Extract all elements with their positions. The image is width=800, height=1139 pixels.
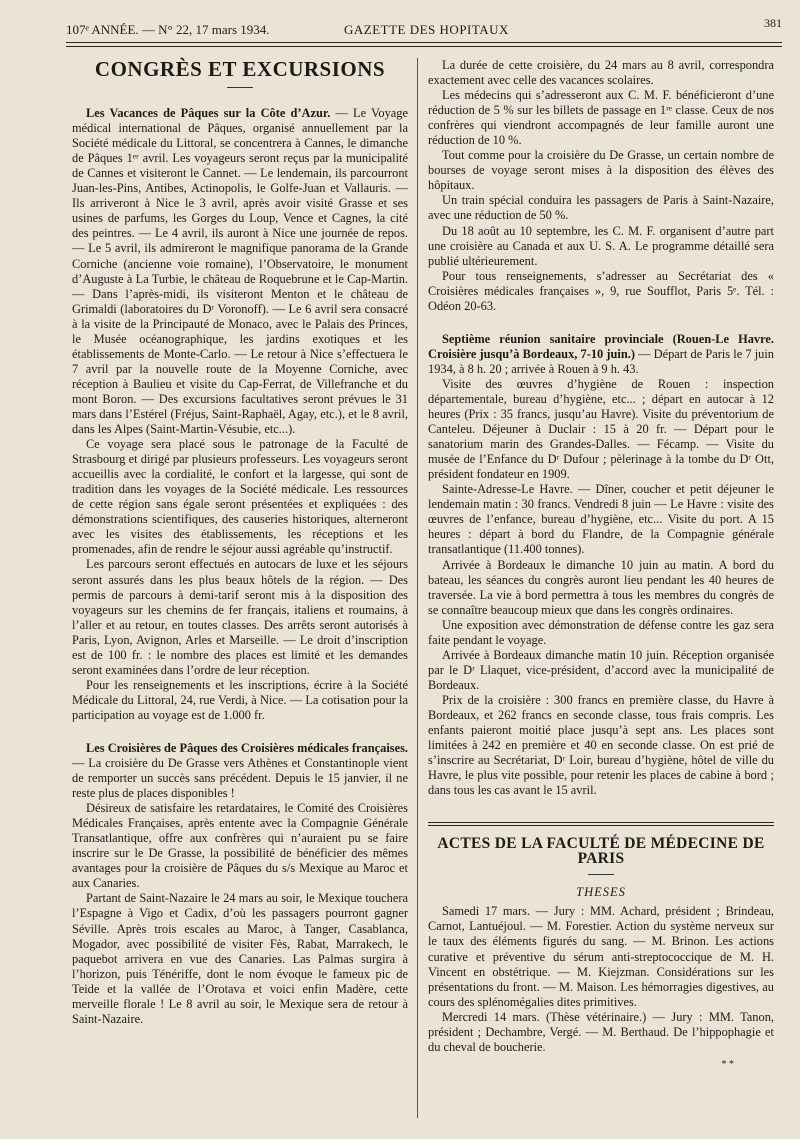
article-paragraph: Désireux de satisfaire les retardataires, le Comité des Croisières Médicales Françaises, après entente avec la Compagnie Générale Transatlantique, offre aux confrères qui n’auraient pu se faire inscrire sur le De Grasse, la possibilité de bénéficier des mêmes avantages pour la croisière de Pâques du s/s Mexique au Maroc et aux Canaries. xyxy=(72,801,408,891)
page-header xyxy=(66,16,782,42)
article-heading: Septième réunion sanitaire provinciale (Rouen-Le Havre. Croisière jusqu’à Bordeaux, 7-10 juin.) xyxy=(428,331,774,361)
article-paragraph: Partant de Saint-Nazaire le 24 mars au soir, le Mexique touchera l’Espagne à Vigo et Cadix, d’où les passagers pourront gagner Séville. Après trois escales au Maroc, à Tanger, Casablanca, Mogador, avec possibilité de visiter Fès, Rabat, Marrakech, le paquebot arrivera en vue des Canaries. Las Palmas surgira à l’horizon, puis Ténériffe, dont le nom évoque le fameux pic de Teide et la vallée de l’Orotava et voici enfin Madère, cette merveille florale ! Le 8 avril au soir, le Mexique sera de retour à Saint-Nazaire. xyxy=(72,891,408,1026)
article-paragraph: Pour tous renseignements, s’adresser au Secrétariat des « Croisières médicales françaises », 9, rue Soufflot, Paris 5ᵉ. Tél. : Odéon 20-63. xyxy=(428,268,774,313)
article-paragraph: Les Vacances de Pâques sur la Côte d’Azur. — Le Voyage médical international de Pâques, organisé annuellement par la Société médicale du Littoral, se concentrera à Cannes, le dimanche de Pâques 1ᵉʳ avril. Les voyageurs seront reçus par la municipalité de Cannes et visiteront le Cannet. — Le lendemain, ils parcourront Juan-les-Pins, Antibes, Actinopolis, le Golfe-Juan et Vallauris. — Ils arriveront à Nice le 3 avril, après avoir visité Grasse et ses usines de parfums, les Gorges du Loup, Vence et Cagnes, la cité des peintres. — Le 4 avril, ils auront à Nice une journée de repos. — Le 5 avril, ils admireront le magnifique panorama de la Grande Corniche (ancienne voie romaine), l’Observatoire, le monument d’Auguste à La Turbie, le château de Roquebrune et le Cap-Martin. — Dans l’après-midi, ils visiteront Menton et le château de Grimaldi (laboratoires du Dʳ Voronoff). — Le 6 avril sera consacré à la visite de la Principauté de Monaco, avec le Palais des Princes, le Musée océanographique, les jardins exotiques et les établissements de Monte-Carlo. — Le retour à Nice s’effectuera le 7 avril par la nouvelle route de la Moyenne Corniche, avec réception à Baulieu et visite du Cap-Ferrat, de Villefranche et du mont Boron. — Des excursions facultatives seront prévues le 31 mars dans l’Estérel (Fréjus, Saint-Raphaël, Agay, etc.), et le 8 avril, dans les Alpes (Saint-Martin-Vésubie, etc...). xyxy=(72,106,408,437)
article-paragraph: Les Croisières de Pâques des Croisières médicales françaises. — La croisière du De Grasse vers Athènes et Constantinople vient de remporter un succès sans précédent. Depuis le 15 janvier, il ne reste plus de places disponibles ! xyxy=(72,740,408,801)
article-paragraph: La durée de cette croisière, du 24 mars au 8 avril, correspondra exactement avec celle des vacances scolaires. xyxy=(428,58,774,88)
title-dash xyxy=(227,87,253,88)
theses-paragraph: Samedi 17 mars. — Jury : MM. Achard, président ; Brindeau, Carnot, Lantuéjoul. — M. Forestier. Action du système nerveux sur le taux des éléments figurés du sang. — M. Brinon. Les actions curative et préventive du sérum anti-streptococcique de M. H. Vincent en obstétrique. — M. Kiejzman. Considérations sur les présentations du front. — M. Maison. Les hémorragies digestives, au cours des splénomégalies dites primitives. xyxy=(428,904,774,1009)
article-paragraph: Septième réunion sanitaire provinciale (Rouen-Le Havre. Croisière jusqu’à Bordeaux, 7-10 juin.) — Départ de Paris le 7 juin 1934, à 8 h. 20 ; arrivée à Rouen à 9 h. 43. xyxy=(428,331,774,376)
article-paragraph: Une exposition avec démonstration de défense contre les gaz sera faite pendant le voyage. xyxy=(428,617,774,647)
article-paragraph: Arrivée à Bordeaux le dimanche 10 juin au matin. A bord du bateau, les séances du congrès auront lieu pendant les 40 heures de traversée. La vie à bord permettra à tous les membres du congrès de se connaître beaucoup mieux que dans les congrès ordinaires. xyxy=(428,557,774,617)
spacer xyxy=(72,723,408,741)
section-rule xyxy=(428,822,774,823)
header-rule-secondary xyxy=(66,46,782,47)
theses-paragraph: Mercredi 14 mars. (Thèse vétérinaire.) — Jury : MM. Tanon, président ; Dechambre, Vergé. — M. Berthaud. De l’hippophagie et du cheval de boucherie. xyxy=(428,1009,774,1054)
column-divider xyxy=(417,58,418,1118)
article-paragraph: Pour les renseignements et les inscriptions, écrire à la Société Médicale du Littoral, 24, rue Verdi, à Nice. — La cotisation pour la participation au voyage est de 1.000 fr. xyxy=(72,677,408,722)
asterism: * * xyxy=(721,1058,734,1070)
article-heading: Les Croisières de Pâques des Croisières médicales françaises. xyxy=(86,740,408,755)
issue-info: 107ᵉ ANNÉE. — N° 22, 17 mars 1934. xyxy=(66,22,270,37)
header-rule xyxy=(66,42,782,43)
article-paragraph: Arrivée à Bordeaux dimanche matin 10 juin. Réception organisée par le Dʳ Llaquet, vice-président, d’accord avec la municipalité de Bordeaux. xyxy=(428,647,774,692)
article-paragraph: Du 18 août au 10 septembre, les C. M. F. organisent d’autre part une croisière au Canada et aux U. S. A. Le programme détaillé sera publié ultérieurement. xyxy=(428,223,774,268)
article-paragraph: Les médecins qui s’adresseront aux C. M. F. bénéficieront d’une réduction de 5 % sur les billets de passage en 1ʳᵉ classe. Ceux de nos confrères qui viendront accompagnés de leur famille auront une réduction de 10 %. xyxy=(428,88,774,148)
page-number: 381 xyxy=(764,16,782,30)
section-title: CONGRÈS ET EXCURSIONS xyxy=(94,57,386,81)
spacer xyxy=(428,798,774,816)
journal-title: GAZETTE DES HOPITAUX xyxy=(344,22,509,37)
article-heading: Les Vacances de Pâques sur la Côte d’Azur. xyxy=(86,106,331,121)
article-paragraph: Ce voyage sera placé sous le patronage de la Faculté de Strasbourg et dirigé par plusieurs professeurs. Les voyageurs seront accueillis avec la cordialité, le confort et la largesse, qui sont de tradition dans les voyages de la Société médicale. Les ressources de cette région sans égale seront présentées et expliquées : des démonstrations scientifiques, des causeries historiques, alterneront avec les visites des établissements, les réceptions et les promenades, afin de rendre le séjour aussi agréable qu’instructif. xyxy=(72,437,408,557)
article-paragraph: Tout comme pour la croisière du De Grasse, un certain nombre de bourses de voyage seront mises à la disposition des élèves des hôpitaux. xyxy=(428,148,774,193)
title-dash xyxy=(588,874,614,875)
theses-subtitle: THESES xyxy=(576,885,626,900)
article-paragraph: Les parcours seront effectués en autocars de luxe et les séjours seront assurés dans les plus beaux hôtels de la région. — Des permis de parcours à demi-tarif seront mis à la disposition des voyageurs sur les chemins de fer français, italiens et roumains, à l’aller et au retour, en toutes classes. Des arrêts seront autorisés à Paris, Lyon, Avignon, Arles et Marseille. — Le droit d’inscription est de 100 fr. : le nombre des places est limité et les demandes seront examinées dans l’ordre de leur réception. xyxy=(72,557,408,677)
section-rule-secondary xyxy=(428,825,774,826)
right-column xyxy=(428,58,774,1072)
spacer xyxy=(428,314,774,332)
article-paragraph: Visite des œuvres d’hygiène de Rouen : inspection départementale, bureau d’hygiène, etc... ; départ en autocar à 12 heures (Prix : 35 francs, jusqu’au Havre). Visite du préventorium de Canteleu. Déjeuner à Duclair : 15 à 20 fr. — Départ pour le sanatorium marin des Grandes-Dalles. — Fécamp. — Visite du musée de l’Enfance du Dʳ Dufour ; pèlerinage à la tombe du Dʳ Ott, président fondateur en 1909. xyxy=(428,376,774,482)
faculty-section-title: ACTES DE LA FACULTÉ DE MÉDECINE DE PARIS xyxy=(437,835,765,868)
article-paragraph: Prix de la croisière : 300 francs en première classe, du Havre à Bordeaux, et 262 francs en seconde classe, tous frais compris. Les enfants paieront moitié place jusqu’à sept ans. Les places sont limitées à 242 en première et 40 en seconde classe. On est prié de s’inscrire au Secrétariat, Dʳ Loir, bureau d’hygiène, hôtel de ville du Havre, le plus vite possible, pour retenir les places de cabine à bord ; dans tous les cas avant le 15 avril. xyxy=(428,692,774,798)
article-paragraph: Sainte-Adresse-Le Havre. — Dîner, coucher et petit déjeuner le lendemain matin : 30 francs. Vendredi 8 juin — Le Havre : visite des œuvres de l’enfance, bureau d’hygiène, etc... Visite du port. A 15 heures : départ à bord du Flandre, de la Compagnie générale transatlantique (11.400 tonnes). xyxy=(428,482,774,557)
article-paragraph: Un train spécial conduira les passagers de Paris à Saint-Nazaire, avec une réduction de 50 %. xyxy=(428,193,774,223)
left-column xyxy=(72,58,408,1027)
